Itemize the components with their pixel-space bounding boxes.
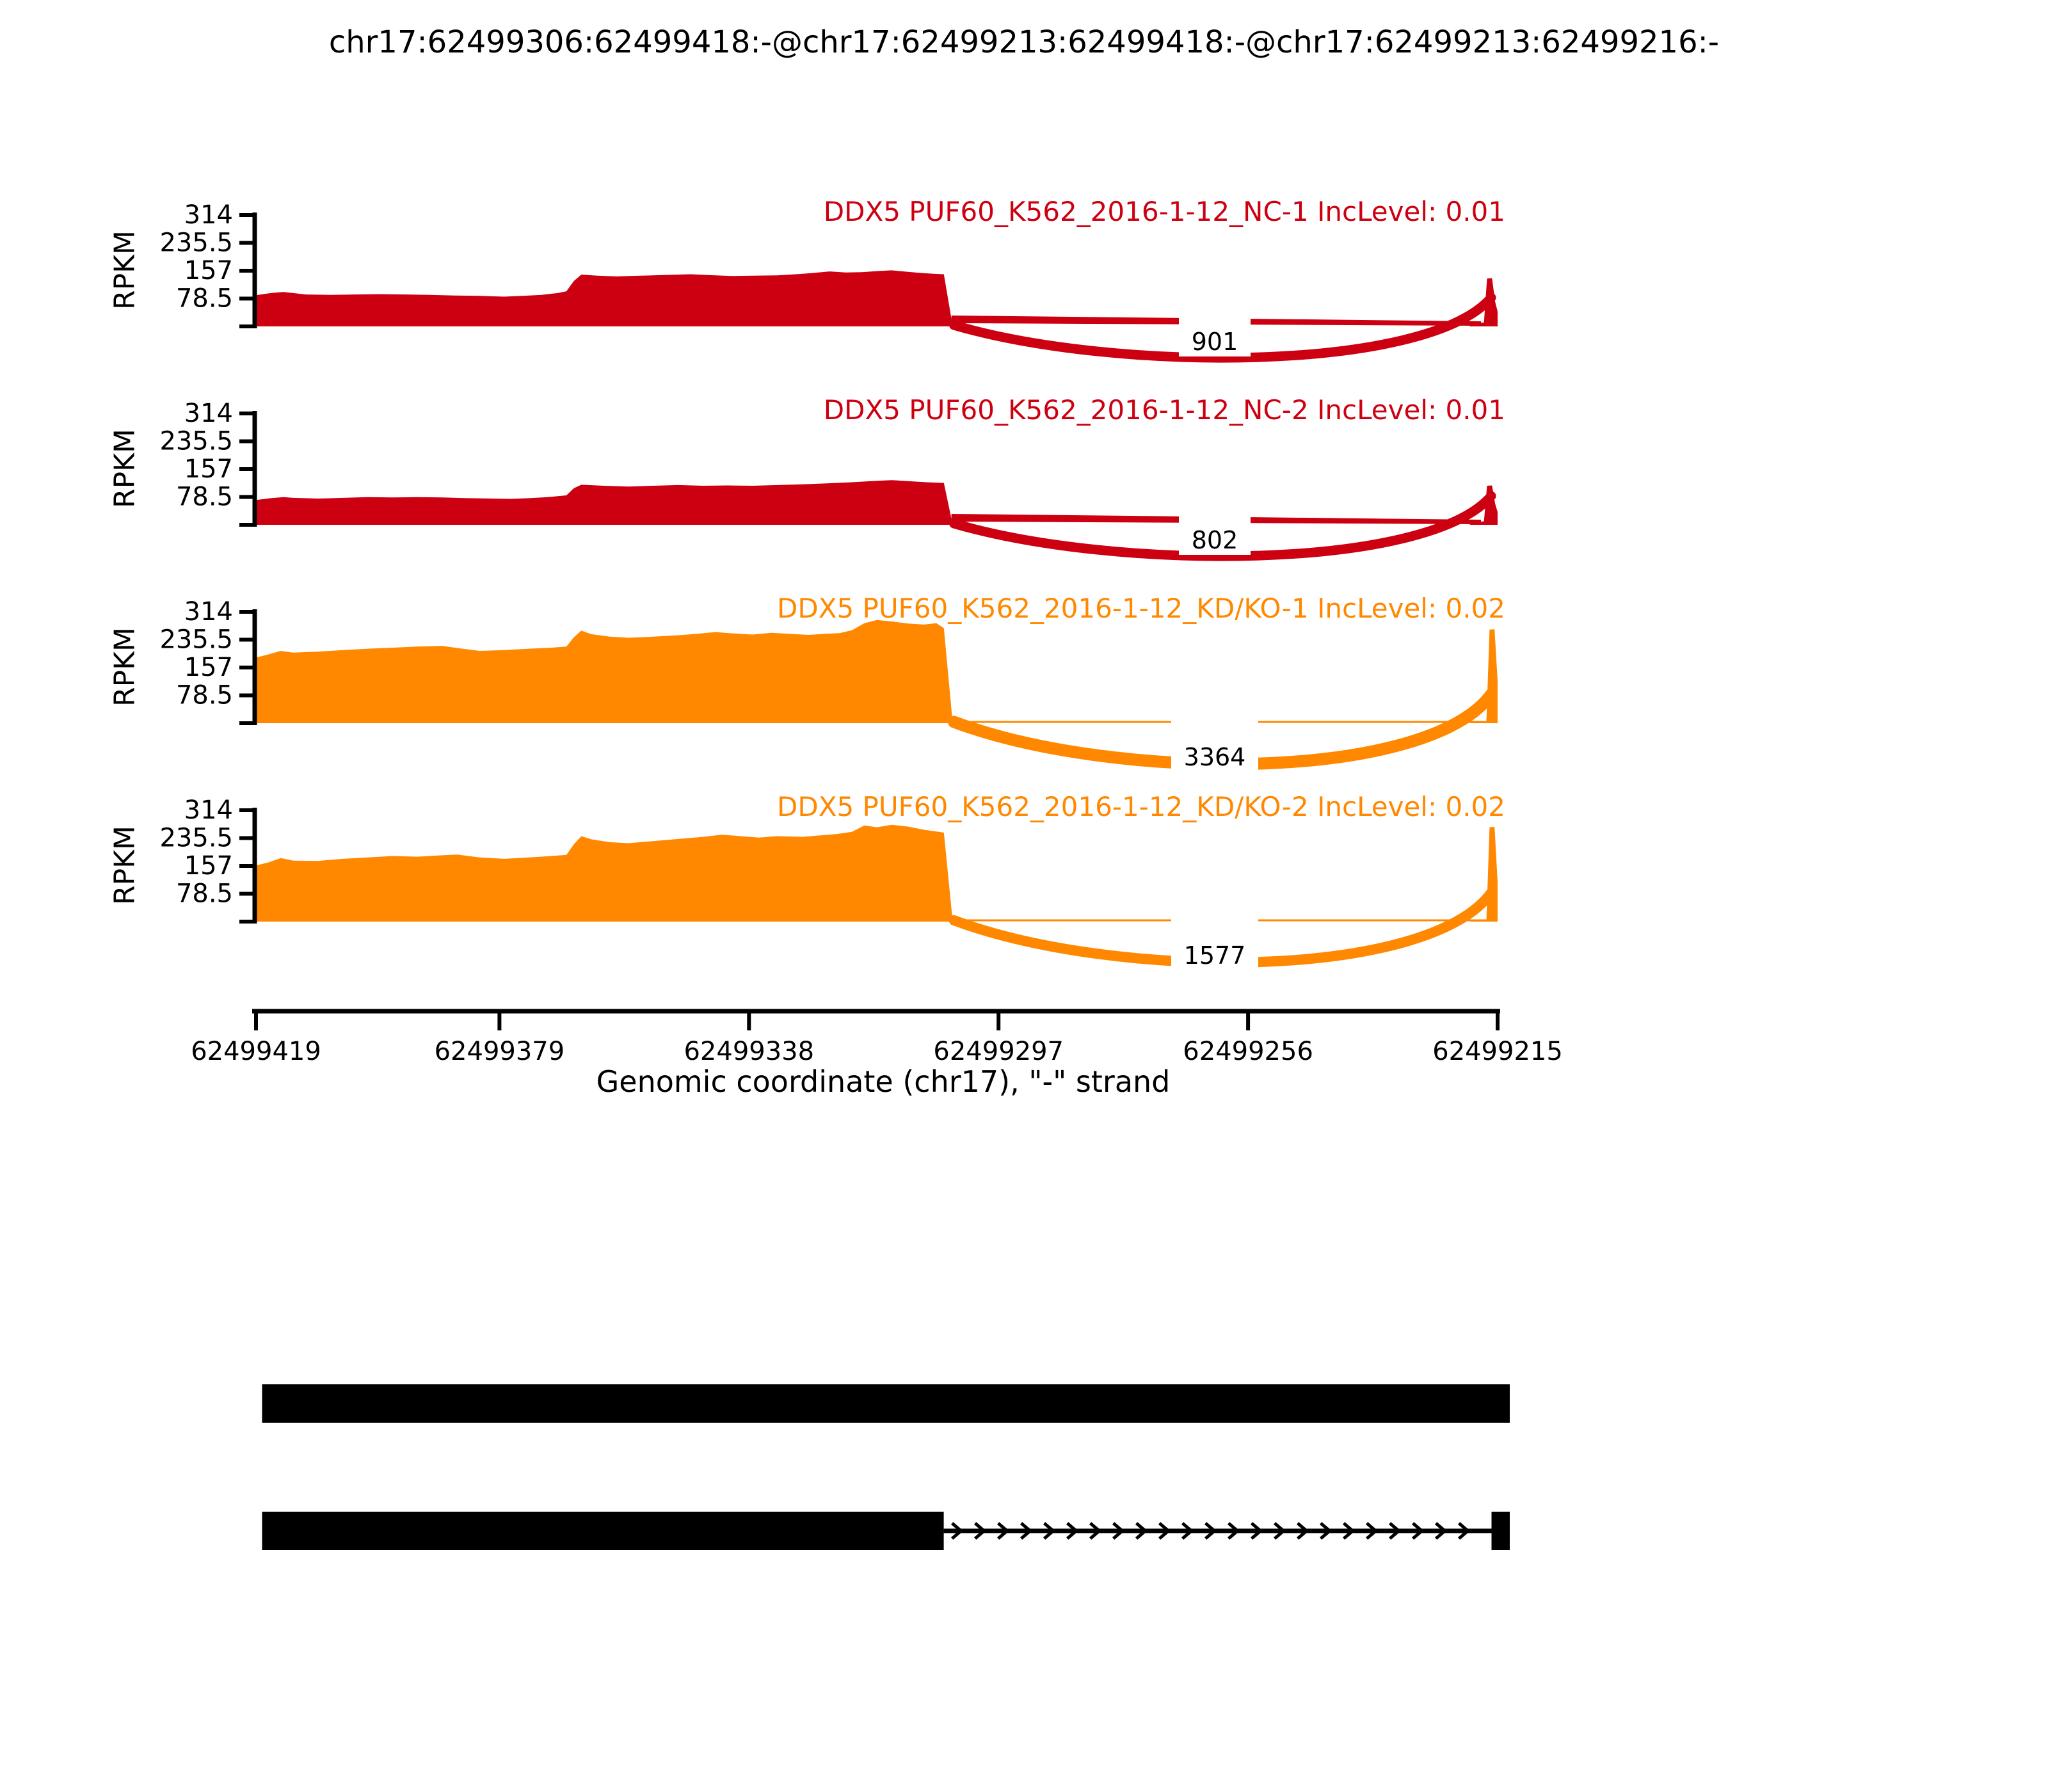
coverage-tracks [109, 196, 1506, 974]
x-axis-tick-label: 62499215 [1432, 1037, 1563, 1066]
rpkm-tick-label: 78.5 [175, 284, 233, 314]
coverage-area [256, 620, 953, 723]
transcript-exon [262, 1384, 1510, 1423]
junction-count-label: 1577 [1183, 941, 1246, 970]
track-title: DDX5 PUF60_K562_2016-1-12_NC-1 IncLevel: 0.01 [823, 196, 1505, 227]
rpkm-tick-label: 235.5 [159, 823, 233, 853]
rpkm-tick-label: 314 [184, 399, 233, 428]
rpkm-tick-label: 78.5 [175, 879, 233, 909]
coverage-area [256, 480, 953, 525]
rpkm-tick-label: 235.5 [159, 625, 233, 655]
junction-count-label: 3364 [1183, 743, 1246, 771]
track-title: DDX5 PUF60_K562_2016-1-12_KD/KO-1 IncLevel: 0.02 [777, 593, 1505, 624]
rpkm-axis-title: RPKM [108, 429, 141, 508]
rpkm-tick-label: 314 [184, 796, 233, 825]
x-axis-tick-label: 62499338 [684, 1037, 815, 1066]
transcript-exon [1492, 1512, 1510, 1550]
x-axis-tick-label: 62499256 [1183, 1037, 1313, 1066]
transcript-exon [262, 1512, 944, 1550]
rpkm-tick-label: 157 [184, 454, 233, 484]
junction-count-label: 901 [1191, 328, 1238, 356]
x-axis-tick-label: 62499379 [434, 1037, 565, 1066]
track-group-3 [109, 593, 1506, 776]
coverage-area [256, 825, 953, 922]
x-axis [191, 1011, 1563, 1066]
x-axis-tick-label: 62499419 [191, 1037, 321, 1066]
transcript-annotation [262, 1384, 1510, 1550]
track-group-2 [109, 394, 1506, 556]
rpkm-tick-label: 235.5 [159, 426, 233, 456]
rpkm-tick-label: 157 [184, 851, 233, 881]
rpkm-axis-title: RPKM [108, 627, 141, 707]
transcript-2 [262, 1512, 1510, 1550]
track-group-4 [109, 791, 1506, 974]
coverage-area [256, 270, 953, 326]
transcript-1 [262, 1384, 1510, 1423]
plot-title: chr17:62499306:62499418:-@chr17:62499213:62499418:-@chr17:62499213:62499216:- [328, 24, 1720, 60]
track-title: DDX5 PUF60_K562_2016-1-12_KD/KO-2 IncLevel: 0.02 [777, 791, 1505, 822]
junction-count-label: 802 [1191, 526, 1238, 554]
rpkm-tick-label: 157 [184, 653, 233, 682]
rpkm-tick-label: 157 [184, 256, 233, 285]
rpkm-tick-label: 314 [184, 597, 233, 627]
rpkm-tick-label: 235.5 [159, 228, 233, 258]
x-axis-title: Genomic coordinate (chr17), "-" strand [596, 1064, 1171, 1099]
rpkm-axis-title: RPKM [108, 230, 141, 310]
track-group-1 [109, 196, 1506, 358]
track-title: DDX5 PUF60_K562_2016-1-12_NC-2 IncLevel: 0.01 [823, 394, 1505, 426]
rpkm-tick-label: 78.5 [175, 482, 233, 512]
rpkm-axis-title: RPKM [108, 826, 141, 905]
rpkm-tick-label: 78.5 [175, 680, 233, 710]
rpkm-tick-label: 314 [184, 200, 233, 230]
x-axis-tick-label: 62499297 [933, 1037, 1064, 1066]
